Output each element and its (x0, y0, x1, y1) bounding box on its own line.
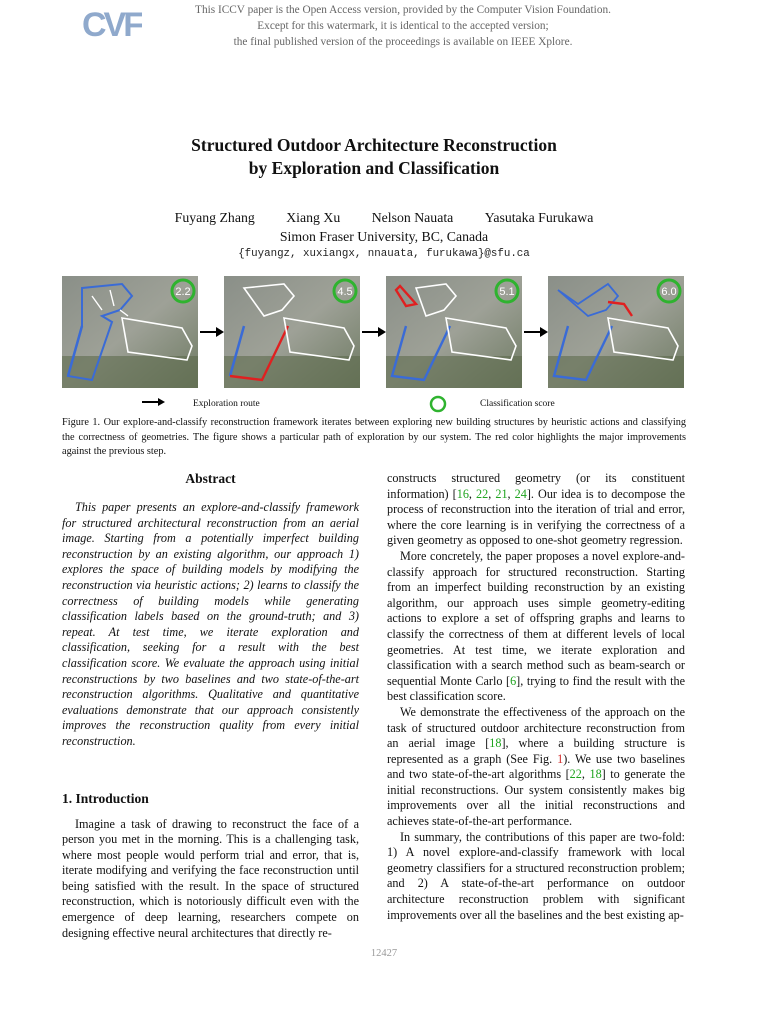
legend-classification-score: Classification score (480, 399, 555, 409)
affiliation: Simon Fraser University, BC, Canada (279, 229, 489, 244)
text-span: ]. Our idea is to decompose the process of reconstruction into the iteration of trial and error, where the core learning is in verifying the correctness of a given geometry as opposed to one-shot geometry regression. (387, 486, 685, 548)
paragraph-continued: constructs structured geometry (or its constituent information) [16, 22, 21, 24]. Our idea is to decompose the process of reconstruction into the iteration of trial and error, where the core learning is in verifying the correctness of a given geometry as opposed to one-shot geometry regression. (387, 471, 685, 548)
author-name: Fuyang Zhang (174, 210, 255, 225)
figure-panel-4 (548, 276, 684, 388)
authors-block (0, 208, 768, 246)
title-line-1: Structured Outdoor Architecture Reconstruction (191, 135, 557, 155)
citation-link[interactable]: 22 (476, 486, 489, 501)
paragraph (387, 549, 685, 705)
paragraph: We demonstrate the effectiveness of the approach on the task of structured outdoor architecture reconstruction from an aerial image [18], where a building structure is represented as a graph (See Fig. 1). We use two baselines and two state-of-the-art algorithms [22, 18] to generate the initial reconstructions. Our system consistently makes big improvements over all the initial reconstructions and achieves state-of-the-art performance. (387, 704, 685, 829)
score-circle-icon (431, 397, 445, 411)
cvf-logo (82, 4, 142, 42)
text-span: We demonstrate the effectiveness of the approach on the task of structured outdoor architecture reconstruction from an aerial image [ (387, 704, 685, 751)
abstract-body: This paper presents an explore-and-classify framework for structured architectural reconstruction from an aerial image. Starting from a potentially imperfect building reconstruction by an existing algorithm, our approach 1) explores the space of building models by modifying the reconstruction via heuristic actions; 2) learns to classify the correctness of building models while generating classification labels based on the ground-truth; and 3) repeat. At test time, we iterate exploration and classification, seeking for a result with the best classification score. We evaluate the approach using initial reconstructions by two baselines and two state-of-the-art reconstruction algorithms. Qualitative and quantitative evaluations demonstrate that our approach consistently improves the reconstruction quality from every initial reconstruction. (62, 500, 359, 748)
text-span: constructs structured geometry (or its constituent information) [ (387, 471, 685, 501)
left-column (62, 470, 359, 941)
text-span: ], trying to find the result with the best classification score. (387, 673, 685, 704)
title-line-2: by Exploration and Classification (248, 158, 500, 178)
watermark (160, 2, 646, 50)
citation-link[interactable]: 22 (569, 767, 582, 782)
text-span: More concretely, the paper proposes a novel explore-and-classify approach for structured reconstruction. Starting from an imperfect building reconstruction by an existing algorithm, our approach uses simple geometry-editing actions to explore a set of offspring graphs and learns to classify the correctness of them at different levels of local geometries. At test time, we iterate exploration and classification with a search method such as beam-search or sequential Monte Carlo [ (387, 548, 685, 688)
citation-link[interactable]: 24 (514, 486, 527, 501)
figure-legend (142, 397, 555, 411)
citation-link[interactable]: 18 (489, 736, 502, 751)
text-span: ] to generate the initial reconstructions. Our system consistently makes big improvements over all the initial reconstructions and achieves state-of-the-art performance. (387, 767, 685, 829)
figure-panel-3 (386, 276, 522, 388)
legend-exploration-route: Exploration route (193, 399, 260, 409)
figure-panel-2 (224, 276, 360, 388)
cvf-logo-text: CVF (82, 6, 141, 42)
watermark-line-1: This ICCV paper is the Open Access version, provided by the Computer Vision Foundation. (195, 4, 611, 16)
score-label: 2.2 (175, 286, 191, 298)
page-number: 12427 (370, 948, 398, 959)
score-label: 6.0 (661, 286, 677, 298)
watermark-line-3: the final published version of the proceedings is available on IEEE Xplore. (233, 36, 573, 48)
text-span: ). We use two baselines and two state-of-the-art algorithms [ (387, 751, 685, 782)
citation-link[interactable]: 6 (510, 673, 517, 688)
figure-1 (62, 274, 692, 414)
figure-link[interactable]: 1 (557, 751, 564, 766)
score-label: 4.5 (337, 286, 353, 298)
figure-caption: Figure 1. Our explore-and-classify reconstruction framework iterates between exploring new building structures by heuristic actions and classifying the correctness of geometries. The figure shows a particular path of exploration by our system. The red color highlights the major improvements against the previous step. (62, 417, 686, 457)
author-names (0, 208, 768, 227)
text-span: ], where a building structure is represented as a graph (See Fig. (387, 736, 685, 766)
score-label: 5.1 (499, 286, 515, 298)
paper-title (0, 134, 748, 180)
author-name: Nelson Nauata (371, 210, 454, 225)
right-column (387, 471, 685, 923)
citation-link[interactable]: 18 (589, 767, 602, 782)
exploration-arrow (200, 327, 224, 337)
exploration-arrow (362, 327, 386, 337)
author-name: Xiang Xu (286, 210, 341, 225)
abstract-heading: Abstract (185, 471, 236, 486)
author-emails: {fuyangz, xuxiangx, nnauata, furukawa}@sfu.ca (238, 248, 530, 260)
figure-panel-1 (62, 276, 198, 388)
paragraph: In summary, the contributions of this paper are two-fold: 1) A novel explore-and-classify framework with local geometry classifiers for a structured reconstruction problem; and 2) A state-of-the-art performance on outdoor architecture reconstruction problem with significant improvements over all the baselines and the best existing ap- (387, 829, 685, 922)
introduction-heading: 1. Introduction (62, 790, 149, 806)
watermark-line-2: Except for this watermark, it is identical to the accepted version; (257, 20, 549, 32)
intro-paragraph: Imagine a task of drawing to reconstruct the face of a person you met in the morning. This is a challenging task, where most people would perform trial and error, that is, iterate modifying and verifying the face reconstruction until being satisfied with the result. In the space of structured reconstruction, which is notoriously difficult even with the emergence of deep learning, researchers compete on designing effective neural architectures that directly re- (62, 816, 359, 940)
arrow-icon (158, 398, 165, 406)
citation-link[interactable]: 16 (456, 486, 469, 501)
citation-link[interactable]: 21 (495, 486, 508, 501)
author-name: Yasutaka Furukawa (484, 210, 594, 225)
exploration-arrow (524, 327, 548, 337)
